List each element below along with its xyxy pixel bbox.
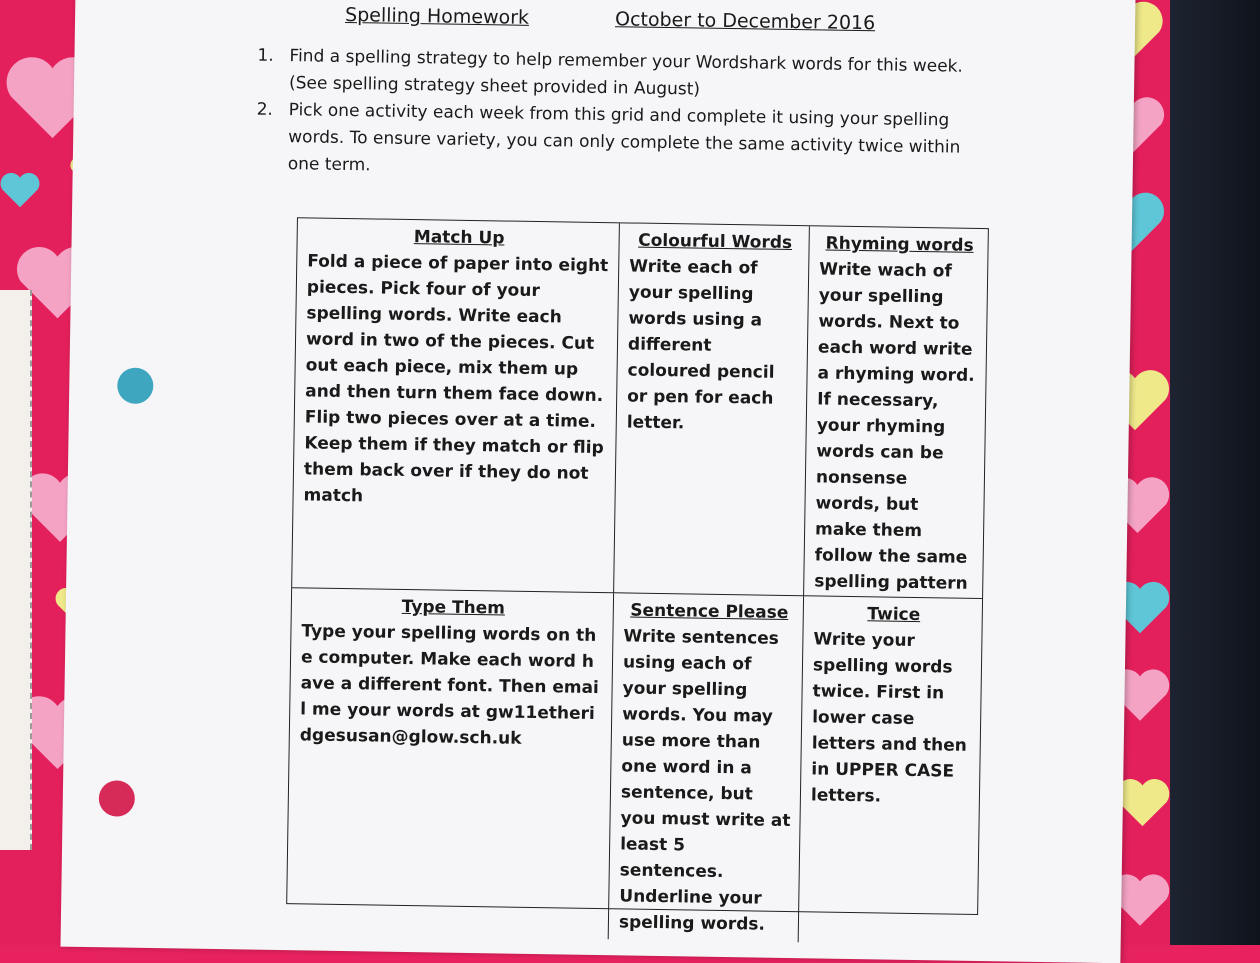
activity-title: Rhyming words <box>825 233 974 256</box>
sheet-title: Spelling Homework <box>344 3 530 29</box>
activity-cell-sentence-please <box>609 593 804 942</box>
activity-text: Type your spelling words on the computer. Make each word have a different font. Then email me your words at gw11etheridgesusan@glow.sch.uk <box>299 621 600 749</box>
instruction-number: 1. <box>257 45 274 66</box>
heart-blue-icon <box>0 165 40 215</box>
homework-sheet <box>60 0 1135 963</box>
dark-background <box>1170 0 1260 945</box>
activity-cell-twice <box>799 596 982 945</box>
activity-title: Colourful Words <box>638 230 793 254</box>
activity-title: Match Up <box>413 227 505 249</box>
instructions-list <box>256 43 990 189</box>
sheet-date-range: October to December 2016 <box>614 8 876 35</box>
instruction-text: Pick one activity each week from this grid and complete it using your spelling words. To ensure variety, you can only complete the same activity twice within one term. <box>287 100 961 176</box>
activity-cell-match-up <box>292 218 620 593</box>
activity-text: Write sentences using each of your spelling words. You may use more than one word in a sentence, but you must write at least 5 sentences. Underline your spelling words. <box>618 626 791 935</box>
activity-title: Type Them <box>401 596 506 619</box>
activity-text: Write wach of your spelling words. Next to each word write a rhyming word. If necessary, your rhyming words can be nonsense words, but make them follow the same spelling pattern <box>814 259 975 594</box>
punch-hole <box>117 367 154 404</box>
punch-hole <box>99 780 136 817</box>
activity-grid <box>286 217 989 935</box>
activity-text: Write your spelling words twice. First in lower case letters and then in UPPER CASE letters. <box>810 629 968 807</box>
sticker-strip <box>0 290 32 850</box>
activity-cell-type-them <box>287 588 614 939</box>
activity-cell-colourful-words <box>614 223 810 596</box>
activity-title: Sentence Please <box>630 600 789 624</box>
activity-cell-rhyming-words <box>804 226 988 599</box>
instruction-item <box>256 97 989 189</box>
instruction-number: 2. <box>256 99 274 120</box>
instruction-text: Find a spelling strategy to help remember your Wordshark words for this week. (See spelling strategy sheet provided in August) <box>288 46 964 100</box>
activity-text: Write each of your spelling words using a different coloured pencil or pen for each letter. <box>626 256 775 434</box>
activity-title: Twice <box>867 604 921 626</box>
activity-text: Fold a piece of paper into eight pieces. Pick four of your spelling words. Write each word in two of the pieces. Cut out each piece, mix them up and then turn them face down. Flip two pieces over at a time. Keep them if they match or flip them back over if they do not match <box>303 251 609 507</box>
